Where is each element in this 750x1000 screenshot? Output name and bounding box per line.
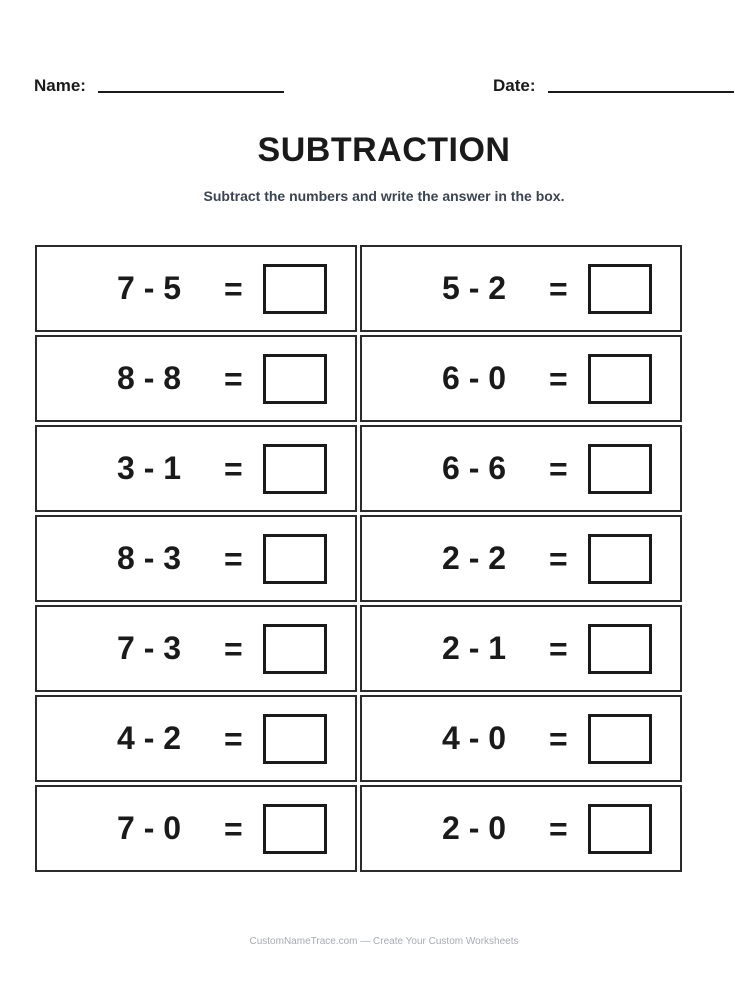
problem-expression [442,607,506,690]
answer-box[interactable] [588,804,652,854]
subtrahend: 5 [163,270,182,306]
answer-box[interactable] [263,714,327,764]
problem-expression [117,607,181,690]
equals-sign: = [224,811,243,847]
problem-expression [442,787,506,870]
answer-box[interactable] [588,624,652,674]
subtrahend: 3 [163,540,182,576]
problem-expression [117,517,181,600]
answer-box[interactable] [263,264,327,314]
subtrahend: 2 [488,540,507,576]
subtrahend: 0 [488,360,507,396]
problem-expression [117,697,181,780]
problem-card [360,785,682,872]
equals-sign: = [224,631,243,667]
name-field [34,76,284,96]
problem-card [360,695,682,782]
minuend: 2 [442,630,460,666]
subtrahend: 2 [163,720,182,756]
answer-box[interactable] [588,354,652,404]
minus-sign: - [143,810,155,846]
subtrahend: 1 [488,630,507,666]
problem-card [35,605,357,692]
problem-expression [117,337,181,420]
header-fields [34,76,736,96]
problem-card [360,605,682,692]
subtrahend: 2 [488,270,507,306]
name-write-line[interactable] [98,91,284,93]
name-label: Name: [34,76,86,95]
answer-box[interactable] [588,534,652,584]
problem-card [35,245,357,332]
minuend: 7 [117,630,135,666]
minuend: 6 [442,360,460,396]
subtrahend: 0 [488,810,507,846]
answer-box[interactable] [263,444,327,494]
minus-sign: - [143,360,155,396]
answer-box[interactable] [263,534,327,584]
subtrahend: 1 [163,450,182,486]
problem-card [35,785,357,872]
problem-card [360,245,682,332]
subtrahend: 0 [488,720,507,756]
minuend: 6 [442,450,460,486]
minuend: 8 [117,540,135,576]
problem-expression [117,247,181,330]
subtrahend: 6 [488,450,507,486]
minus-sign: - [143,720,155,756]
date-field [493,76,734,96]
problem-card [360,425,682,512]
minus-sign: - [468,630,480,666]
minuend: 2 [442,540,460,576]
equals-sign: = [224,721,243,757]
minuend: 8 [117,360,135,396]
problem-card [35,335,357,422]
minus-sign: - [468,450,480,486]
answer-box[interactable] [588,264,652,314]
minus-sign: - [143,270,155,306]
subtrahend: 0 [163,810,182,846]
problem-expression [117,787,181,870]
answer-box[interactable] [588,714,652,764]
problem-card [360,515,682,602]
equals-sign: = [224,541,243,577]
equals-sign: = [549,631,568,667]
problem-card [35,515,357,602]
minus-sign: - [468,720,480,756]
answer-box[interactable] [588,444,652,494]
date-write-line[interactable] [548,91,734,93]
footer-credit: CustomNameTrace.com — Create Your Custom Worksheets [249,936,519,947]
minuend: 7 [117,810,135,846]
minuend: 7 [117,270,135,306]
minus-sign: - [143,540,155,576]
problem-expression [117,427,181,510]
problem-expression [442,697,506,780]
answer-box[interactable] [263,804,327,854]
problem-grid [35,245,682,872]
minus-sign: - [468,360,480,396]
equals-sign: = [549,271,568,307]
subtrahend: 8 [163,360,182,396]
minuend: 3 [117,450,135,486]
equals-sign: = [549,721,568,757]
subtrahend: 3 [163,630,182,666]
worksheet-instructions: Subtract the numbers and write the answer in the box. [203,188,565,204]
minus-sign: - [468,540,480,576]
minus-sign: - [468,270,480,306]
minus-sign: - [143,450,155,486]
worksheet-title: SUBTRACTION [257,131,511,169]
problem-expression [442,517,506,600]
problem-expression [442,247,506,330]
problem-card [35,425,357,512]
minuend: 4 [442,720,460,756]
answer-box[interactable] [263,624,327,674]
minuend: 4 [117,720,135,756]
equals-sign: = [224,271,243,307]
equals-sign: = [549,361,568,397]
minuend: 2 [442,810,460,846]
equals-sign: = [224,361,243,397]
equals-sign: = [549,541,568,577]
answer-box[interactable] [263,354,327,404]
equals-sign: = [224,451,243,487]
minus-sign: - [143,630,155,666]
problem-card [360,335,682,422]
equals-sign: = [549,811,568,847]
problem-expression [442,337,506,420]
date-label: Date: [493,76,536,95]
problem-expression [442,427,506,510]
equals-sign: = [549,451,568,487]
minuend: 5 [442,270,460,306]
minus-sign: - [468,810,480,846]
problem-card [35,695,357,782]
